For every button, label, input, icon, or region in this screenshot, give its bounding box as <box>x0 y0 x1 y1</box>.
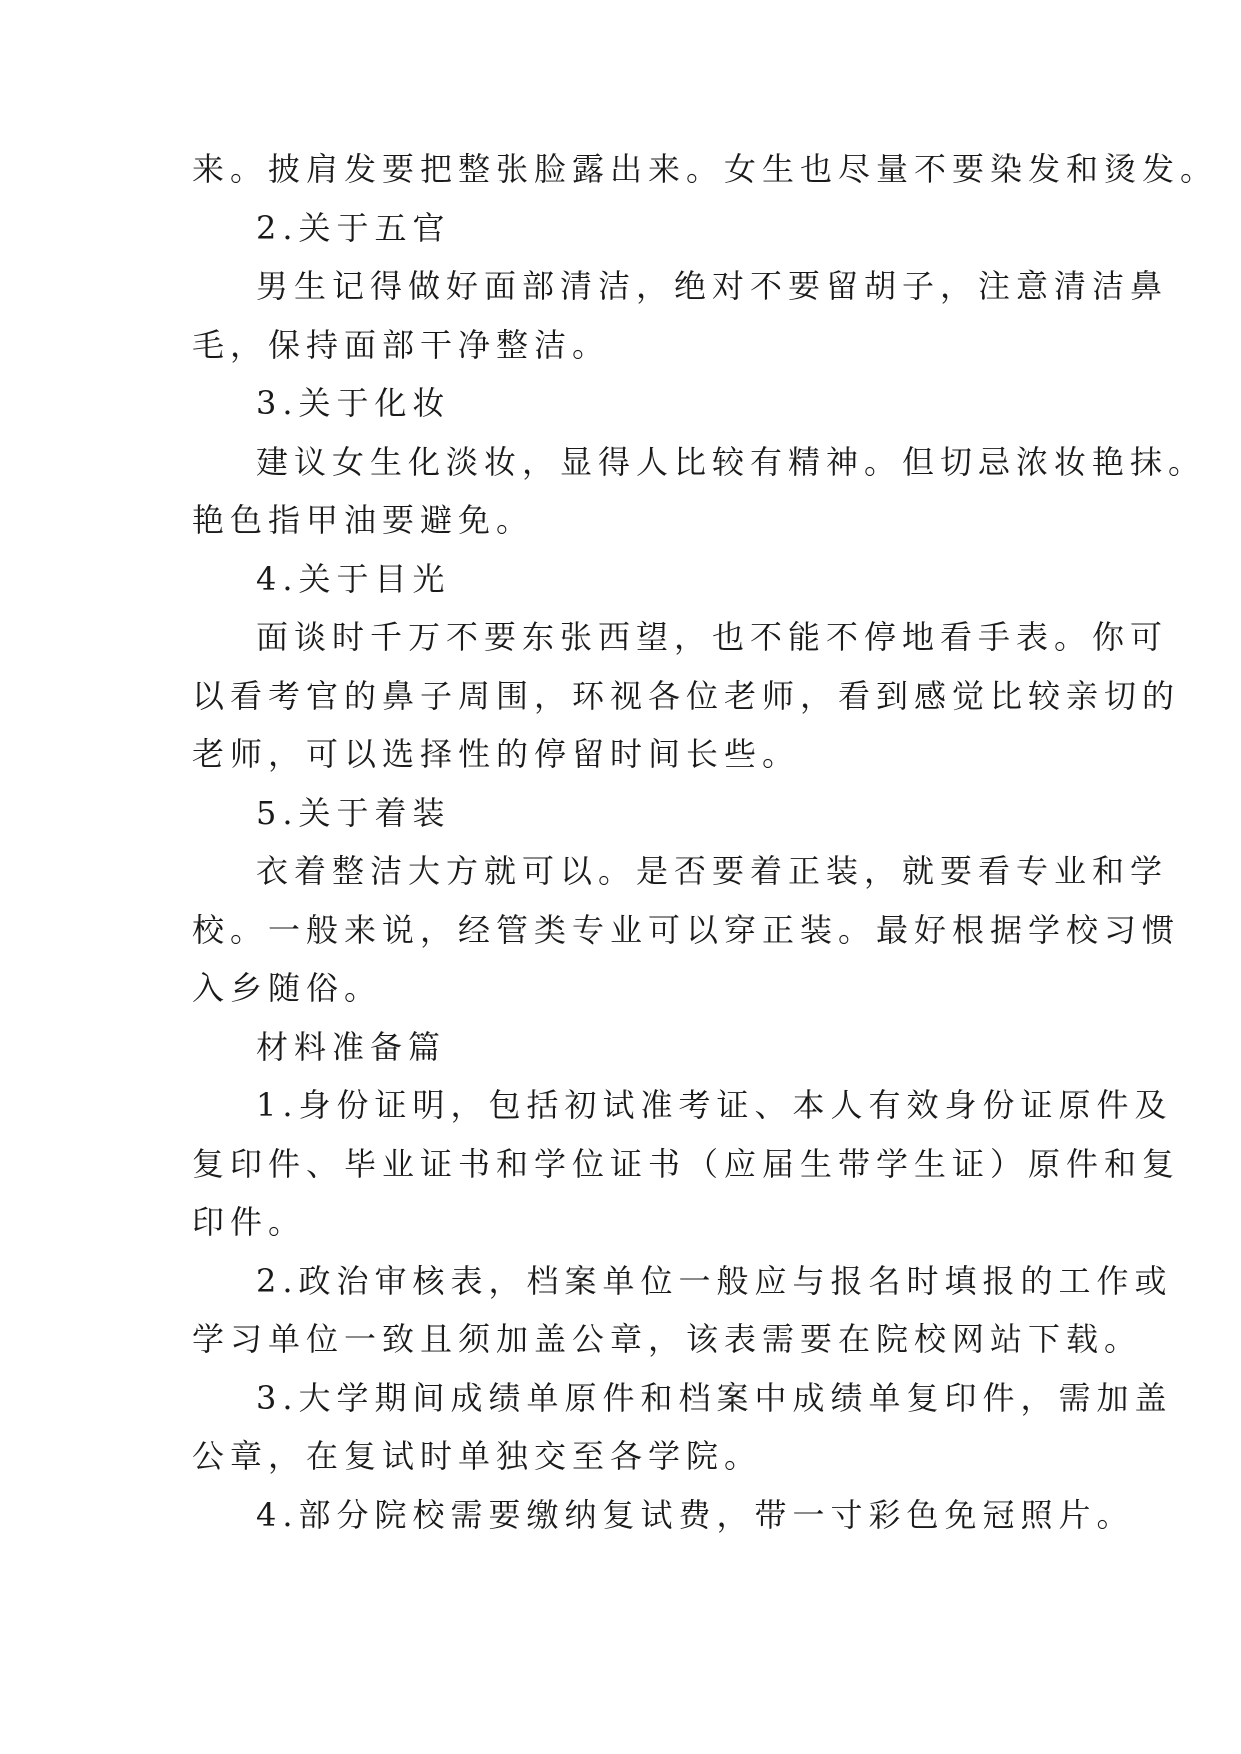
text-line: 校。一般来说，经管类专业可以穿正装。最好根据学校习惯 <box>192 910 1181 949</box>
document-page <box>192 140 1219 1544</box>
text-line: 4.部分院校需要缴纳复试费，带一寸彩色免冠照片。 <box>256 1495 1135 1534</box>
text-line: 面谈时千万不要东张西望，也不能不停地看手表。你可 <box>256 618 1169 656</box>
text-line: 毛，保持面部干净整洁。 <box>192 325 611 364</box>
section-heading-eye-contact: 4.关于目光 <box>256 559 451 598</box>
text-line: 艳色指甲油要避免。 <box>192 501 535 539</box>
text-line: 学习单位一致且须加盖公章，该表需要在院校网站下载。 <box>192 1320 1143 1358</box>
text-line: 来。披肩发要把整张脸露出来。女生也尽量不要染发和烫发。 <box>192 150 1219 188</box>
text-line: 2.政治审核表，档案单位一般应与报名时填报的工作或 <box>256 1261 1173 1300</box>
section-heading-makeup: 3.关于化妆 <box>256 384 451 422</box>
text-line: 男生记得做好面部清洁，绝对不要留胡子，注意清洁鼻 <box>256 267 1169 305</box>
text-line: 老师，可以选择性的停留时间长些。 <box>192 735 801 773</box>
text-line: 建议女生化淡妆，显得人比较有精神。但切忌浓妆艳抹。 <box>256 442 1207 481</box>
text-line: 入乡随俗。 <box>192 969 383 1007</box>
section-title-materials: 材料准备篇 <box>256 1027 447 1066</box>
text-line: 公章，在复试时单独交至各学院。 <box>192 1437 763 1475</box>
text-line: 以看考官的鼻子周围，环视各位老师，看到感觉比较亲切的 <box>192 676 1181 715</box>
text-line: 复印件、毕业证书和学位证书（应届生带学生证）原件和复 <box>192 1144 1181 1183</box>
text-line: 3.大学期间成绩单原件和档案中成绩单复印件，需加盖 <box>256 1378 1173 1417</box>
section-heading-attire: 5.关于着装 <box>256 793 451 832</box>
text-line: 印件。 <box>192 1203 307 1241</box>
text-line: 1.身份证明，包括初试准考证、本人有效身份证原件及 <box>256 1086 1173 1124</box>
text-line: 衣着整洁大方就可以。是否要着正装，就要看专业和学 <box>256 852 1169 890</box>
section-heading-facial-features: 2.关于五官 <box>256 208 451 247</box>
